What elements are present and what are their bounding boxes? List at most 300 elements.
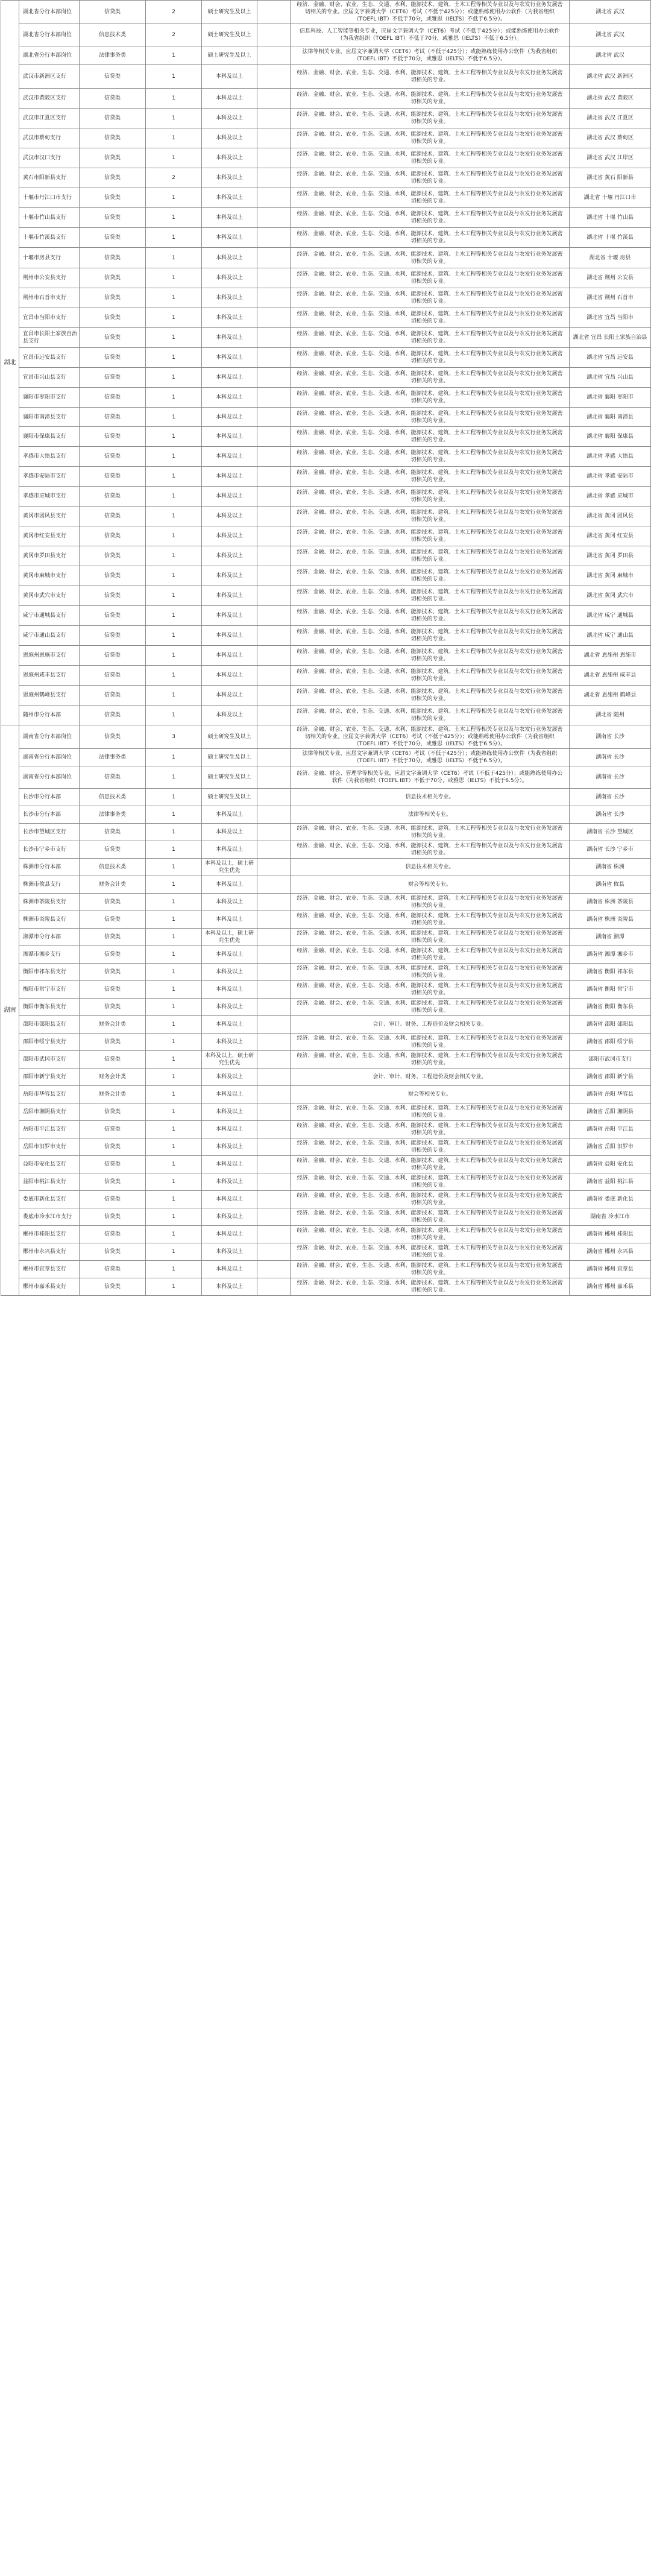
location-cell: 邵阳市武冈市支行	[570, 1051, 651, 1069]
location-cell: 湖南省 株洲 茶陵县	[570, 894, 651, 911]
location-cell: 湖南省 郴州 宜章县	[570, 1261, 651, 1278]
requirement-cell: 经济、金融、财会、农业、生态、交通、水利、能源技术、建筑、土木工程等相关专业以及与农发行业务发展密切相关的专业。	[291, 526, 570, 546]
job-type-cell: 信贷类	[80, 1261, 146, 1278]
unit-cell: 襄阳市枣阳市支行	[19, 388, 80, 408]
education-cell: 本科及以上	[202, 268, 257, 288]
education-cell: 本科及以上	[202, 348, 257, 368]
education-cell: 硕士研究生及以上	[202, 1, 257, 24]
location-cell: 湖北省 武汉 新洲区	[570, 65, 651, 89]
location-cell: 湖南省 岳阳 平江县	[570, 1121, 651, 1138]
table-row	[1, 467, 651, 487]
requirement-cell: 经济、金融、财会、农业、生态、交通、水利、能源技术、建筑、土木工程等相关专业以及与农发行业务发展密切相关的专业。	[291, 566, 570, 586]
headcount-cell: 1	[146, 999, 202, 1016]
table-row	[1, 1086, 651, 1103]
empty-cell	[257, 911, 291, 929]
table-row	[1, 487, 651, 507]
empty-cell	[257, 1051, 291, 1069]
unit-cell: 恩施州鹤峰县支行	[19, 686, 80, 706]
requirement-cell: 经济、金融、财会、农业、生态、交通、水利、能源技术、建筑、土木工程等相关专业以及与农发行业务发展密切相关的专业。	[291, 646, 570, 666]
headcount-cell: 1	[146, 46, 202, 65]
location-cell: 湖南省 邵阳 邵阳县	[570, 1016, 651, 1034]
headcount-cell: 1	[146, 1261, 202, 1278]
empty-cell	[257, 546, 291, 566]
table-row	[1, 148, 651, 168]
requirement-cell: 经济、金融、财会、农业、生态、交通、水利、能源技术、建筑、土木工程等相关专业以及与农发行业务发展密切相关的专业。	[291, 1103, 570, 1121]
education-cell: 本科及以上	[202, 507, 257, 526]
education-cell: 硕士研究生及以上	[202, 766, 257, 789]
location-cell: 湖南省 湘潭	[570, 929, 651, 946]
location-cell: 湖南省 衡阳 祁东县	[570, 964, 651, 981]
job-type-cell: 信贷类	[80, 388, 146, 408]
unit-cell: 长沙市分行本部	[19, 789, 80, 806]
headcount-cell: 1	[146, 1243, 202, 1261]
unit-cell: 黄冈市团风县支行	[19, 507, 80, 526]
empty-cell	[257, 1173, 291, 1191]
table-row	[1, 725, 651, 749]
empty-cell	[257, 268, 291, 288]
education-cell: 本科及以上	[202, 1226, 257, 1243]
empty-cell	[257, 188, 291, 208]
empty-cell	[257, 725, 291, 749]
headcount-cell: 1	[146, 666, 202, 686]
table-row	[1, 1278, 651, 1296]
requirement-cell: 经济、金融、财会、农业、生态、交通、水利、能源技术、建筑、土木工程等相关专业以及与农发行业务发展密切相关的专业。	[291, 1173, 570, 1191]
table-row	[1, 1243, 651, 1261]
empty-cell	[257, 1069, 291, 1086]
location-cell: 湖南省 郴州 嘉禾县	[570, 1278, 651, 1296]
unit-cell: 湖北省分行本部岗位	[19, 1, 80, 24]
empty-cell	[257, 586, 291, 606]
requirement-cell: 经济、金融、财会、农业、生态、交通、水利、能源技术、建筑、土木工程等相关专业以及与农发行业务发展密切相关的专业。	[291, 1208, 570, 1226]
location-cell: 湖北省 黄冈 团风县	[570, 507, 651, 526]
headcount-cell: 1	[146, 248, 202, 268]
empty-cell	[257, 981, 291, 999]
education-cell: 本科及以上	[202, 1086, 257, 1103]
education-cell: 本科及以上	[202, 626, 257, 646]
unit-cell: 随州市分行本部	[19, 706, 80, 725]
education-cell: 本科及以上	[202, 646, 257, 666]
table-row	[1, 876, 651, 894]
unit-cell: 咸宁市通山县支行	[19, 626, 80, 646]
requirement-cell: 经济、金融、财会、农业、生态、交通、水利、能源技术、建筑、土木工程等相关专业以及与农发行业务发展密切相关的专业。	[291, 128, 570, 148]
unit-cell: 衡阳市祁东县支行	[19, 964, 80, 981]
job-type-cell: 信贷类	[80, 427, 146, 447]
table-row	[1, 248, 651, 268]
table-row	[1, 188, 651, 208]
location-cell: 湖北省 武汉 蔡甸区	[570, 128, 651, 148]
location-cell: 湖北省 黄冈 麻城市	[570, 566, 651, 586]
unit-cell: 十堰市房县支行	[19, 248, 80, 268]
headcount-cell: 1	[146, 228, 202, 248]
location-cell: 湖南省 岳阳 湘阴县	[570, 1103, 651, 1121]
location-cell: 湖南省 长沙	[570, 725, 651, 749]
requirement-cell: 法律等相关专业。	[291, 806, 570, 824]
job-type-cell: 信贷类	[80, 228, 146, 248]
table-row	[1, 168, 651, 188]
empty-cell	[257, 964, 291, 981]
education-cell: 本科及以上	[202, 288, 257, 308]
table-row	[1, 626, 651, 646]
table-row	[1, 1173, 651, 1191]
unit-cell: 湖南省分行本部岗位	[19, 749, 80, 766]
unit-cell: 宜昌市当阳市支行	[19, 308, 80, 328]
requirement-cell: 经济、金融、财会、农业、生态、交通、水利、能源技术、建筑、土木工程等相关专业以及与农发行业务发展密切相关的专业。	[291, 65, 570, 89]
location-cell: 湖南省 冷水江市	[570, 1208, 651, 1226]
province-cell: 湖南	[1, 725, 19, 1296]
table-row	[1, 911, 651, 929]
table-row	[1, 1261, 651, 1278]
table-row	[1, 566, 651, 586]
empty-cell	[257, 1, 291, 24]
location-cell: 湖南省 株洲	[570, 859, 651, 876]
education-cell: 硕士研究生及以上	[202, 24, 257, 46]
education-cell: 本科及以上	[202, 1034, 257, 1051]
education-cell: 本科及以上	[202, 666, 257, 686]
table-row	[1, 964, 651, 981]
empty-cell	[257, 626, 291, 646]
job-type-cell: 信贷类	[80, 348, 146, 368]
requirement-cell: 经济、金融、财会、农业、生态、交通、水利、能源技术、建筑、土木工程等相关专业以及与农发行业务发展密切相关的专业。	[291, 368, 570, 388]
job-type-cell: 信贷类	[80, 467, 146, 487]
job-type-cell: 信贷类	[80, 268, 146, 288]
location-cell: 湖北省 恩施州 恩施市	[570, 646, 651, 666]
unit-cell: 衡阳市常宁市支行	[19, 981, 80, 999]
job-type-cell: 法律事务类	[80, 806, 146, 824]
requirement-cell: 经济、金融、财会、农业、生态、交通、水利、能源技术、建筑、土木工程等相关专业以及与农发行业务发展密切相关的专业。	[291, 268, 570, 288]
education-cell: 本科及以上	[202, 1103, 257, 1121]
empty-cell	[257, 1191, 291, 1208]
headcount-cell: 1	[146, 789, 202, 806]
headcount-cell: 1	[146, 1173, 202, 1191]
requirement-cell: 经济、金融、财会、农业、生态、交通、水利、能源技术、建筑、土木工程等相关专业以及与农发行业务发展密切相关的专业。	[291, 1191, 570, 1208]
empty-cell	[257, 24, 291, 46]
location-cell: 湖北省 咸宁 通城县	[570, 606, 651, 626]
requirement-cell: 经济、金融、财会、农业、生态、交通、水利、能源技术、建筑、土木工程等相关专业以及与农发行业务发展密切相关的专业。	[291, 546, 570, 566]
table-row	[1, 65, 651, 89]
requirement-cell: 信息技术相关专业。	[291, 859, 570, 876]
job-type-cell: 信息技术类	[80, 24, 146, 46]
requirement-cell: 财会等相关专业。	[291, 876, 570, 894]
unit-cell: 恩施州咸丰县支行	[19, 666, 80, 686]
table-row	[1, 666, 651, 686]
job-type-cell: 信息技术类	[80, 789, 146, 806]
unit-cell: 株洲市茶陵县支行	[19, 894, 80, 911]
job-type-cell: 信贷类	[80, 1138, 146, 1156]
unit-cell: 岳阳市平江县支行	[19, 1121, 80, 1138]
unit-cell: 株洲市攸县支行	[19, 876, 80, 894]
headcount-cell: 1	[146, 507, 202, 526]
education-cell: 硕士研究生及以上	[202, 725, 257, 749]
education-cell: 本科及以上	[202, 65, 257, 89]
requirement-cell: 经济、金融、财会、农业、生态、交通、水利、能源技术、建筑、土木工程等相关专业以及与农发行业务发展密切相关的专业。	[291, 427, 570, 447]
requirement-cell: 财会等相关专业。	[291, 1086, 570, 1103]
empty-cell	[257, 1156, 291, 1173]
education-cell: 本科及以上	[202, 824, 257, 841]
location-cell: 湖北省 武汉	[570, 46, 651, 65]
headcount-cell: 1	[146, 824, 202, 841]
headcount-cell: 1	[146, 1069, 202, 1086]
headcount-cell: 1	[146, 1103, 202, 1121]
headcount-cell: 1	[146, 308, 202, 328]
headcount-cell: 1	[146, 626, 202, 646]
table-row	[1, 824, 651, 841]
table-row	[1, 447, 651, 467]
education-cell: 本科及以上	[202, 981, 257, 999]
requirement-cell: 经济、金融、财会、农业、生态、交通、水利、能源技术、建筑、土木工程等相关专业以及与农发行业务发展密切相关的专业。	[291, 964, 570, 981]
headcount-cell: 1	[146, 328, 202, 348]
requirement-cell: 经济、金融、财会、农业、生态、交通、水利、能源技术、建筑、土木工程等相关专业以及与农发行业务发展密切相关的专业。	[291, 626, 570, 646]
job-type-cell: 信贷类	[80, 894, 146, 911]
empty-cell	[257, 806, 291, 824]
empty-cell	[257, 1121, 291, 1138]
job-type-cell: 信贷类	[80, 65, 146, 89]
unit-cell: 孝感市应城市支行	[19, 487, 80, 507]
table-row	[1, 89, 651, 109]
requirement-cell: 法律等相关专业，应届文字兼调大学（CET6）考试（不低于425分）；或能熟练使用办公软件（为我省组织（TOEFL IBT）不低于70分，或雅思（IELTS）不低于6.5分）。	[291, 46, 570, 65]
location-cell: 湖南省 郴州 永兴县	[570, 1243, 651, 1261]
unit-cell: 武汉市汉口支行	[19, 148, 80, 168]
headcount-cell: 1	[146, 447, 202, 467]
unit-cell: 衡阳市衡东县支行	[19, 999, 80, 1016]
education-cell: 本科及以上	[202, 894, 257, 911]
education-cell: 本科及以上	[202, 188, 257, 208]
location-cell: 湖南省 邵阳 新宁县	[570, 1069, 651, 1086]
education-cell: 本科及以上	[202, 228, 257, 248]
education-cell: 本科及以上	[202, 1278, 257, 1296]
table-row	[1, 1191, 651, 1208]
headcount-cell: 1	[146, 467, 202, 487]
requirement-cell: 法律等相关专业，应届文字兼调大学（CET6）考试（不低于425分）；或能熟练使用办公软件（为我省组织（TOEFL IBT）不低于70分，或雅思（IELTS）不低于6.5分）。	[291, 749, 570, 766]
unit-cell: 湖北省分行本部岗位	[19, 24, 80, 46]
job-type-cell: 信贷类	[80, 447, 146, 467]
job-type-cell: 信贷类	[80, 288, 146, 308]
unit-cell: 荆州市公安县支行	[19, 268, 80, 288]
location-cell: 湖北省 宜昌 当阳市	[570, 308, 651, 328]
job-type-cell: 信贷类	[80, 646, 146, 666]
requirement-cell: 经济、金融、财会、农业、生态、交通、水利、能源技术、建筑、土木工程等相关专业以及与农发行业务发展密切相关的专业。	[291, 328, 570, 348]
table-row	[1, 1, 651, 24]
empty-cell	[257, 566, 291, 586]
education-cell: 本科及以上	[202, 1243, 257, 1261]
headcount-cell: 1	[146, 188, 202, 208]
job-type-cell: 信贷类	[80, 1173, 146, 1191]
location-cell: 湖北省 十堰 竹山县	[570, 208, 651, 228]
requirement-cell: 经济、金融、财会、农业、生态、交通、水利、能源技术、建筑、土木工程等相关专业以及与农发行业务发展密切相关的专业。	[291, 467, 570, 487]
education-cell: 本科及以上	[202, 806, 257, 824]
requirement-cell: 会计、审计、财务、工程造价及财会相关专业。	[291, 1016, 570, 1034]
table-row	[1, 546, 651, 566]
location-cell: 湖南省 郴州 桂阳县	[570, 1226, 651, 1243]
headcount-cell: 1	[146, 929, 202, 946]
job-type-cell: 信贷类	[80, 999, 146, 1016]
location-cell: 湖北省 恩施州 鹤峰县	[570, 686, 651, 706]
unit-cell: 湘潭市分行本部	[19, 929, 80, 946]
unit-cell: 武汉市江夏区支行	[19, 109, 80, 128]
location-cell: 湖南省 长沙	[570, 766, 651, 789]
headcount-cell: 1	[146, 911, 202, 929]
table-row	[1, 929, 651, 946]
headcount-cell: 2	[146, 168, 202, 188]
headcount-cell: 1	[146, 1086, 202, 1103]
table-row	[1, 1069, 651, 1086]
location-cell: 湖南省 长沙 宁乡市	[570, 841, 651, 859]
requirement-cell: 经济、金融、财会、农业、生态、交通、水利、能源技术、建筑、土木工程等相关专业以及与农发行业务发展密切相关的专业。	[291, 841, 570, 859]
unit-cell: 湖南省分行本部岗位	[19, 725, 80, 749]
requirement-cell: 经济、金融、财会、农业、生态、交通、水利、能源技术、建筑、土木工程等相关专业以及与农发行业务发展密切相关的专业。	[291, 1278, 570, 1296]
education-cell: 本科及以上	[202, 1016, 257, 1034]
table-row	[1, 288, 651, 308]
requirement-cell: 经济、金融、财会、农业、生态、交通、水利、能源技术、建筑、土木工程等相关专业以及与农发行业务发展密切相关的专业。	[291, 686, 570, 706]
headcount-cell: 1	[146, 606, 202, 626]
headcount-cell: 1	[146, 1034, 202, 1051]
empty-cell	[257, 606, 291, 626]
empty-cell	[257, 1034, 291, 1051]
empty-cell	[257, 467, 291, 487]
job-type-cell: 信贷类	[80, 128, 146, 148]
job-type-cell: 信贷类	[80, 168, 146, 188]
education-cell: 本科及以上	[202, 526, 257, 546]
unit-cell: 孝感市大悟县支行	[19, 447, 80, 467]
job-type-cell: 信贷类	[80, 1, 146, 24]
table-row	[1, 981, 651, 999]
headcount-cell: 1	[146, 109, 202, 128]
unit-cell: 恩施州恩施市支行	[19, 646, 80, 666]
empty-cell	[257, 128, 291, 148]
requirement-cell: 经济、金融、财会、农业、生态、交通、水利、能源技术、建筑、土木工程等相关专业以及与农发行业务发展密切相关的专业。	[291, 981, 570, 999]
job-type-cell: 信贷类	[80, 1208, 146, 1226]
job-type-cell: 信贷类	[80, 1243, 146, 1261]
empty-cell	[257, 148, 291, 168]
table-row	[1, 328, 651, 348]
empty-cell	[257, 427, 291, 447]
headcount-cell: 1	[146, 1016, 202, 1034]
table-row	[1, 946, 651, 964]
headcount-cell: 1	[146, 408, 202, 427]
empty-cell	[257, 646, 291, 666]
education-cell: 本科及以上	[202, 308, 257, 328]
headcount-cell: 1	[146, 894, 202, 911]
requirement-cell: 经济、金融、财会、农业、生态、交通、水利、能源技术、建筑、土木工程等相关专业以及与农发行业务发展密切相关的专业。	[291, 308, 570, 328]
empty-cell	[257, 1086, 291, 1103]
headcount-cell: 1	[146, 148, 202, 168]
headcount-cell: 1	[146, 268, 202, 288]
job-type-cell: 信贷类	[80, 964, 146, 981]
education-cell: 本科及以上	[202, 1138, 257, 1156]
education-cell: 本科及以上，硕士研究生优先	[202, 929, 257, 946]
location-cell: 湖北省 黄冈 武穴市	[570, 586, 651, 606]
table-row	[1, 1226, 651, 1243]
education-cell: 本科及以上	[202, 586, 257, 606]
job-type-cell: 信贷类	[80, 546, 146, 566]
education-cell: 本科及以上	[202, 487, 257, 507]
requirement-cell: 信息技术相关专业。	[291, 789, 570, 806]
job-type-cell: 信贷类	[80, 706, 146, 725]
table-row	[1, 427, 651, 447]
empty-cell	[257, 859, 291, 876]
headcount-cell: 1	[146, 964, 202, 981]
education-cell: 本科及以上	[202, 208, 257, 228]
headcount-cell: 1	[146, 1156, 202, 1173]
requirement-cell: 经济、金融、财会、农业、生态、交通、水利、能源技术、建筑、土木工程等相关专业以及与农发行业务发展密切相关的专业。	[291, 188, 570, 208]
table-row	[1, 1156, 651, 1173]
education-cell: 本科及以上	[202, 686, 257, 706]
unit-cell: 武汉市新洲区支行	[19, 65, 80, 89]
requirement-cell: 经济、金融、财会、农业、生态、交通、水利、能源技术、建筑、土木工程等相关专业以及与农发行业务发展密切相关的专业。	[291, 288, 570, 308]
headcount-cell: 1	[146, 646, 202, 666]
education-cell: 本科及以上	[202, 1069, 257, 1086]
empty-cell	[257, 1138, 291, 1156]
requirement-cell: 经济、金融、财会、农业、生态、交通、水利、能源技术、建筑、土木工程等相关专业以及与农发行业务发展密切相关的专业。	[291, 1156, 570, 1173]
requirement-cell: 经济、金融、财会、农业、生态、交通、水利、能源技术、建筑、土木工程等相关专业以及与农发行业务发展密切相关的专业。	[291, 824, 570, 841]
empty-cell	[257, 507, 291, 526]
location-cell: 湖北省 武汉 江岸区	[570, 148, 651, 168]
headcount-cell: 1	[146, 586, 202, 606]
job-type-cell: 信贷类	[80, 188, 146, 208]
location-cell: 湖南省 岳阳 汨罗市	[570, 1138, 651, 1156]
location-cell: 湖北省 十堰 竹溪县	[570, 228, 651, 248]
empty-cell	[257, 348, 291, 368]
unit-cell: 襄阳市保康县支行	[19, 427, 80, 447]
table-row	[1, 686, 651, 706]
requirement-cell: 经济、金融、财会、农业、生态、交通、水利、能源技术、建筑、土木工程等相关专业以及与农发行业务发展密切相关的专业。	[291, 248, 570, 268]
education-cell: 本科及以上	[202, 1208, 257, 1226]
empty-cell	[257, 876, 291, 894]
requirement-cell: 经济、金融、财会、农业、生态、交通、水利、能源技术、建筑、土木工程等相关专业以及与农发行业务发展密切相关的专业。	[291, 507, 570, 526]
headcount-cell: 1	[146, 1208, 202, 1226]
headcount-cell: 1	[146, 706, 202, 725]
education-cell: 本科及以上	[202, 89, 257, 109]
table-row	[1, 109, 651, 128]
job-type-cell: 信贷类	[80, 911, 146, 929]
location-cell: 湖北省 黄石 阳新县	[570, 168, 651, 188]
unit-cell: 长沙市望城区支行	[19, 824, 80, 841]
empty-cell	[257, 89, 291, 109]
table-row	[1, 228, 651, 248]
table-row	[1, 526, 651, 546]
unit-cell: 武汉市蔡甸支行	[19, 128, 80, 148]
empty-cell	[257, 368, 291, 388]
headcount-cell: 1	[146, 946, 202, 964]
table-row	[1, 999, 651, 1016]
job-type-cell: 信贷类	[80, 308, 146, 328]
empty-cell	[257, 208, 291, 228]
job-type-cell: 信贷类	[80, 841, 146, 859]
education-cell: 本科及以上	[202, 876, 257, 894]
unit-cell: 岳阳市汨罗市支行	[19, 1138, 80, 1156]
headcount-cell: 1	[146, 841, 202, 859]
requirement-cell: 经济、金融、财会、农业、生态、交通、水利、能源技术、建筑、土木工程等相关专业以及与农发行业务发展密切相关的专业。	[291, 706, 570, 725]
requirement-cell: 经济、金融、财会、农业、生态、交通、水利、能源技术、建筑、土木工程等相关专业以及与农发行业务发展密切相关的专业。	[291, 929, 570, 946]
education-cell: 本科及以上	[202, 1173, 257, 1191]
empty-cell	[257, 1226, 291, 1243]
headcount-cell: 1	[146, 981, 202, 999]
unit-cell: 邵阳市绥宁县支行	[19, 1034, 80, 1051]
education-cell: 本科及以上	[202, 999, 257, 1016]
unit-cell: 襄阳市南漳县支行	[19, 408, 80, 427]
empty-cell	[257, 824, 291, 841]
headcount-cell: 1	[146, 208, 202, 228]
unit-cell: 邵阳市新宁县支行	[19, 1069, 80, 1086]
empty-cell	[257, 706, 291, 725]
table-row	[1, 348, 651, 368]
unit-cell: 邵阳市邵阳县支行	[19, 1016, 80, 1034]
job-type-cell: 信贷类	[80, 1121, 146, 1138]
education-cell: 本科及以上	[202, 841, 257, 859]
location-cell: 湖北省 宜昌 长阳土家族自治县	[570, 328, 651, 348]
table-body	[1, 1, 651, 1296]
job-type-cell: 信贷类	[80, 666, 146, 686]
location-cell: 湖北省 咸宁 通山县	[570, 626, 651, 646]
